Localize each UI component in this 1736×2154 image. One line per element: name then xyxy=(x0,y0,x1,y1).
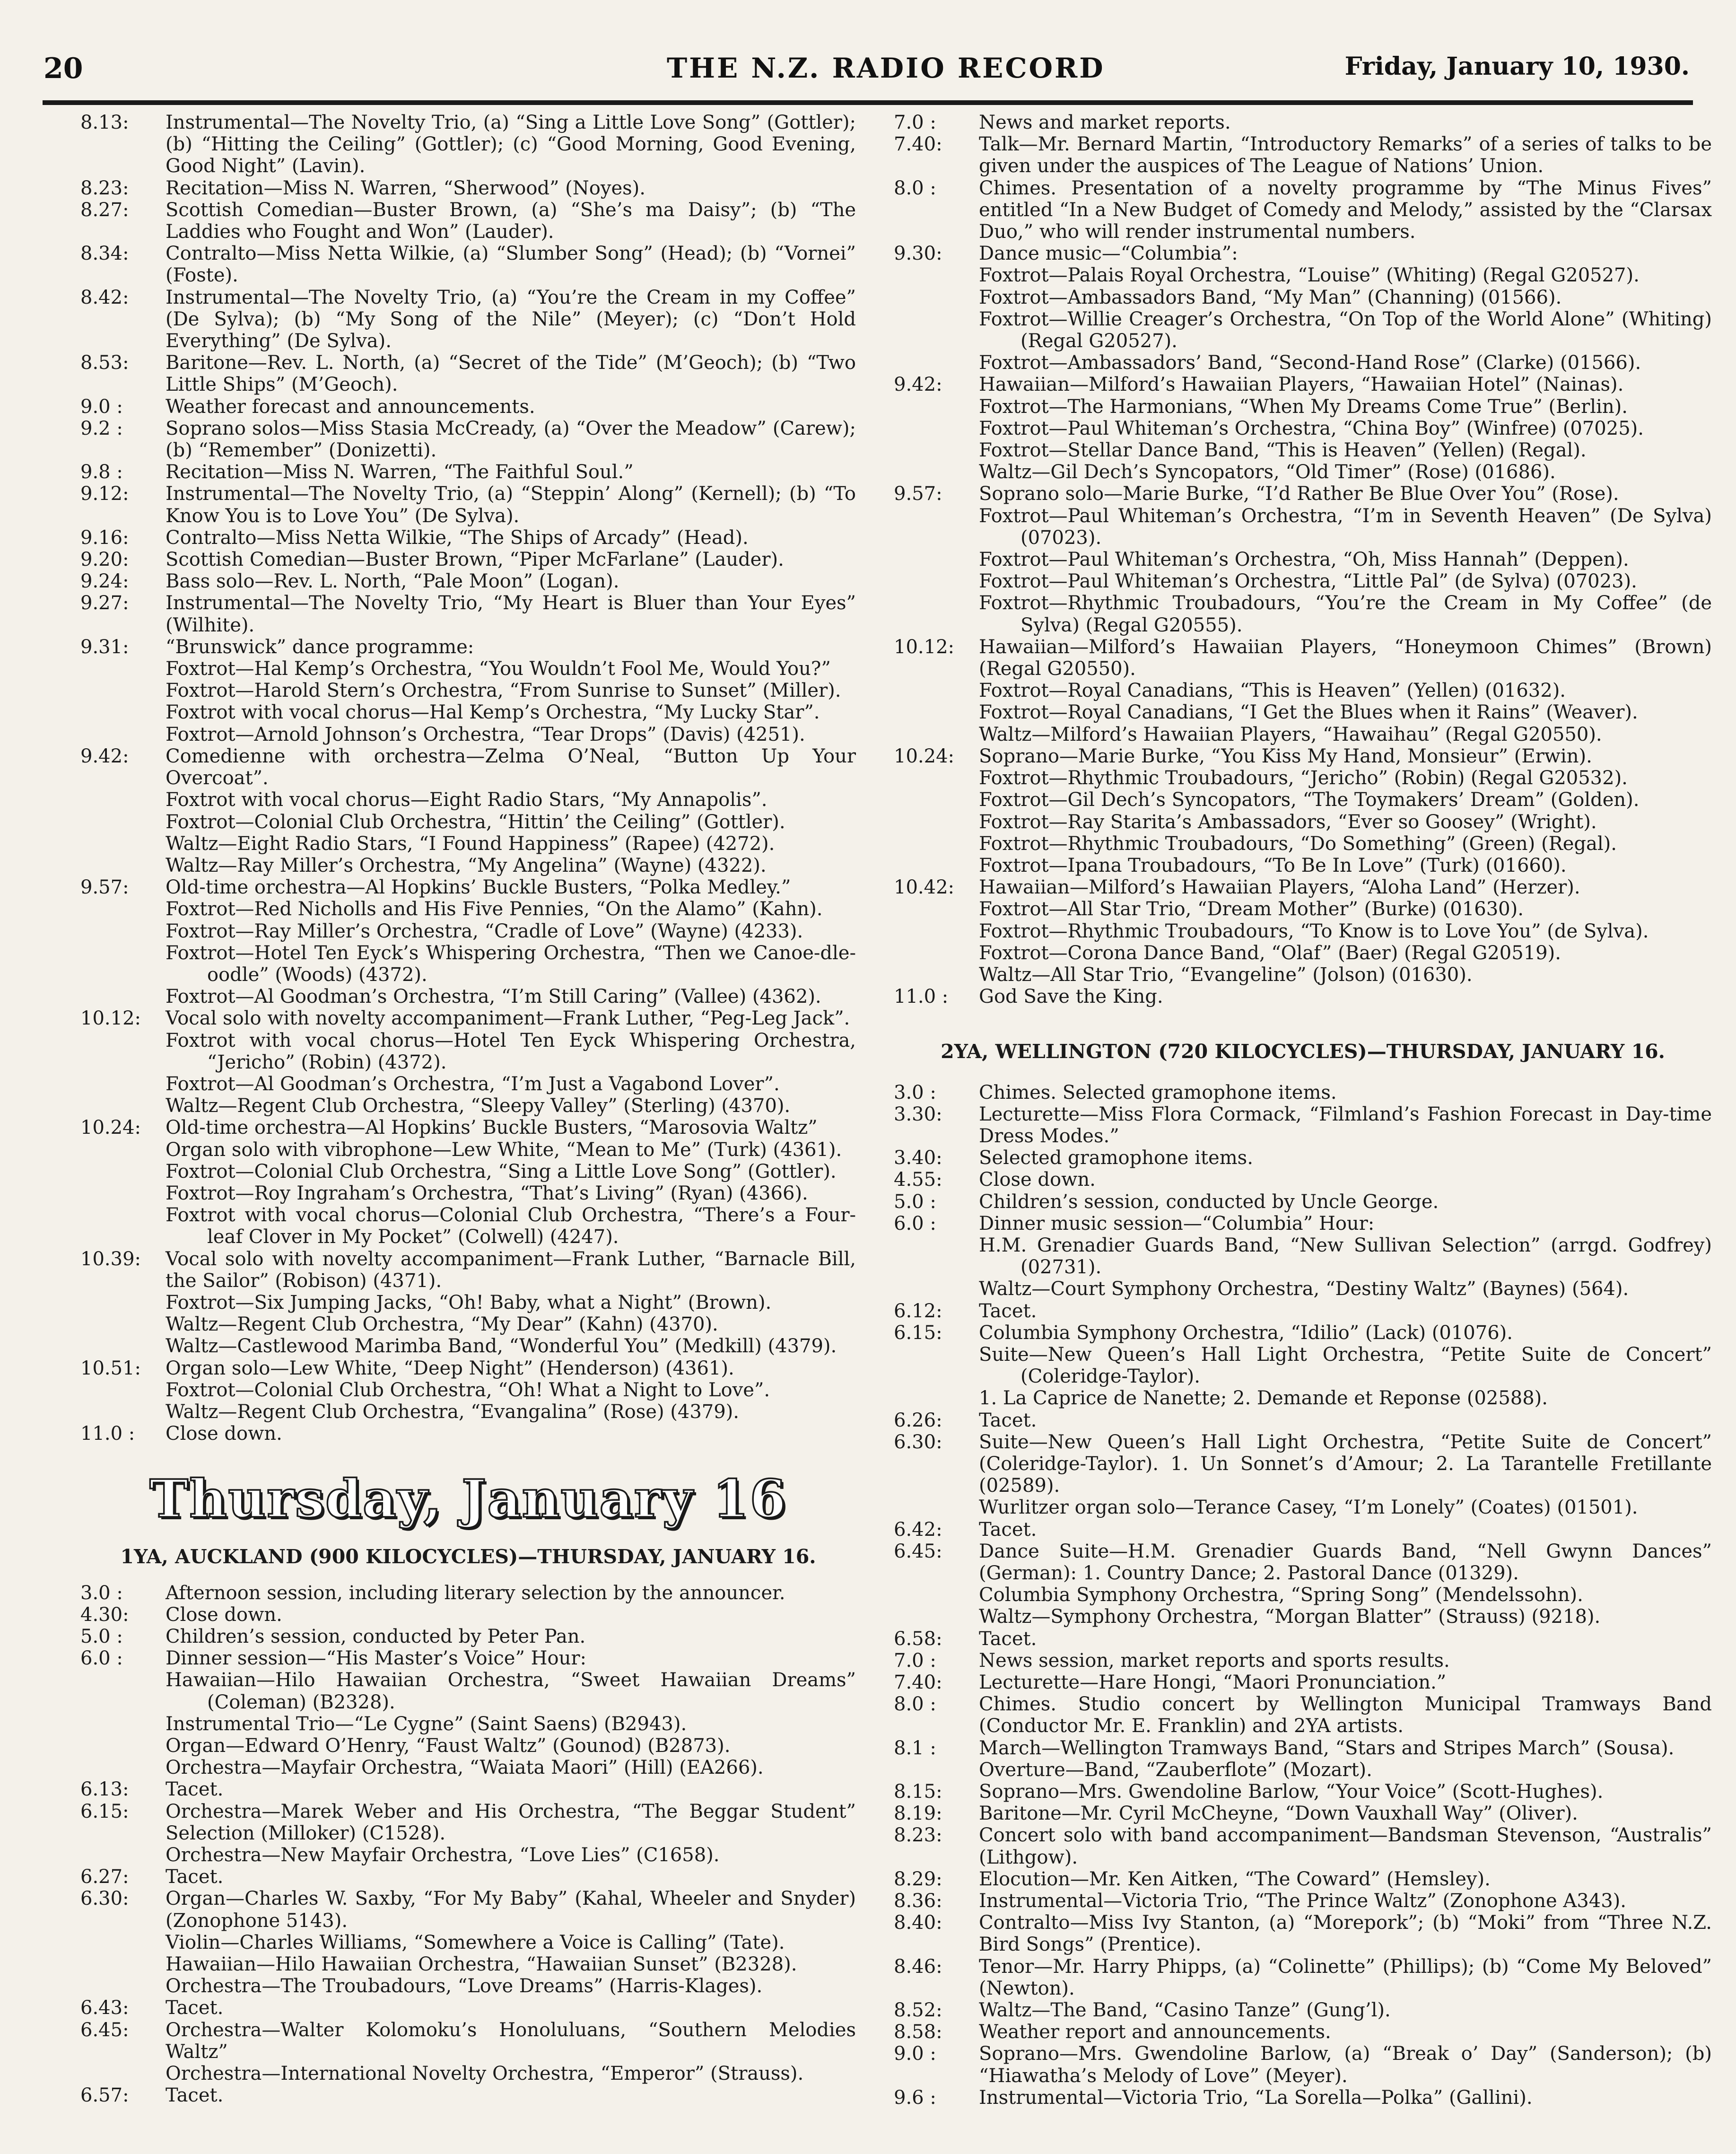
programme-item xyxy=(80,1997,856,2019)
programme-item xyxy=(80,352,856,395)
programme-item xyxy=(894,876,1712,898)
programme-item: Foxtrot—Roy Ingraham’s Orchestra, “That’s Living” (Ryan) (4366). xyxy=(166,1182,808,1204)
programme-item xyxy=(80,1357,856,1379)
item-time: 6.27: xyxy=(80,1866,129,1888)
programme-item xyxy=(80,483,856,526)
item-text: Suite—New Queen’s Hall Light Orchestra, “Petite Suite de Concert” (Coleridge-Taylor). 1. Un Sonnet’s d’Amour; 2. La Tarantelle Fretillante (02589). xyxy=(979,1431,1712,1497)
item-text: Instrumental—Victoria Trio, “La Sorella—Polka” (Gallini). xyxy=(979,2086,1533,2109)
listing-1ya xyxy=(80,1582,856,2107)
item-time: 9.6 : xyxy=(894,2086,936,2109)
item-text: Soprano—Marie Burke, “You Kiss My Hand, Monsieur” (Erwin). xyxy=(979,745,1592,767)
programme-item xyxy=(80,287,856,352)
programme-item: Foxtrot with vocal chorus—Eight Radio Stars, “My Annapolis”. xyxy=(166,789,768,811)
listing-2ya xyxy=(894,1082,1712,2109)
item-time: 8.29: xyxy=(894,1868,942,1890)
programme-item xyxy=(894,1431,1712,1497)
item-time: 10.51: xyxy=(80,1357,141,1379)
item-text: Afternoon session, including literary selection by the announcer. xyxy=(166,1582,785,1604)
programme-item xyxy=(894,1169,1712,1191)
item-time: 9.2 : xyxy=(80,417,123,439)
item-text: Chimes. Selected gramophone items. xyxy=(979,1081,1337,1103)
item-time: 8.40: xyxy=(894,1912,942,1934)
item-time: 9.27: xyxy=(80,592,129,614)
item-text: Concert solo with band accompaniment—Bandsman Stevenson, “Australis” (Lithgow). xyxy=(979,1824,1712,1868)
item-text: Instrumental—The Novelty Trio, (a) “Sing a Little Love Song” (Gottler); (b) “Hitting the Ceiling” (Gottler); (c) “Good Morning, Good Evening, Good Night” (Lavin). xyxy=(166,112,856,177)
item-time: 6.12: xyxy=(894,1300,942,1322)
item-text: Soprano—Mrs. Gwendoline Barlow, “Your Voice” (Scott-Hughes). xyxy=(979,1781,1604,1803)
listing-left xyxy=(80,112,856,1445)
item-text: Organ—Charles W. Saxby, “For My Baby” (Kahal, Wheeler and Snyder) (Zonophone 5143). xyxy=(166,1888,856,1932)
item-time: 8.46: xyxy=(894,1955,942,1978)
programme-item: Waltz—Gil Dech’s Syncopators, “Old Timer” (Rose) (01686). xyxy=(979,461,1556,483)
item-text: Lecturette—Hare Hongi, “Maori Pronunciation.” xyxy=(979,1672,1447,1694)
programme-item xyxy=(80,1801,856,1844)
programme-item: Waltz—Regent Club Orchestra, “My Dear” (Kahn) (4370). xyxy=(166,1313,718,1336)
item-text: Vocal solo with novelty accompaniment—Frank Luther, “Peg-Leg Jack”. xyxy=(166,1007,850,1030)
item-text: Orchestra—Walter Kolomoku’s Honoluluans, “Southern Melodies Waltz” xyxy=(166,2019,856,2063)
programme-item xyxy=(894,636,1712,680)
programme-item xyxy=(80,1778,856,1800)
programme-item xyxy=(894,1868,1712,1890)
item-time: 8.34: xyxy=(80,243,129,265)
programme-item: Orchestra—The Troubadours, “Love Dreams” (Harris-Klages). xyxy=(166,1975,763,1997)
item-time: 8.13: xyxy=(80,112,129,133)
item-time: 6.30: xyxy=(894,1431,942,1453)
item-time: 6.30: xyxy=(80,1888,129,1910)
programme-item: Columbia Symphony Orchestra, “Spring Song” (Mendelssohn). xyxy=(979,1584,1583,1606)
programme-item: 1. La Caprice de Nanette; 2. Demande et Reponse (02588). xyxy=(979,1387,1548,1410)
programme-item: Foxtrot—Colonial Club Orchestra, “Sing a Little Love Song” (Gottler). xyxy=(166,1160,837,1182)
programme-item: Foxtrot—Six Jumping Jacks, “Oh! Baby, what a Night” (Brown). xyxy=(166,1291,772,1313)
programme-item: Foxtrot—Gil Dech’s Syncopators, “The Toymakers’ Dream” (Golden). xyxy=(979,789,1640,811)
item-time: 8.53: xyxy=(80,352,129,374)
item-time: 8.58: xyxy=(894,2021,942,2043)
item-time: 9.12: xyxy=(80,483,129,505)
item-time: 8.23: xyxy=(894,1824,942,1847)
item-text: Old-time orchestra—Al Hopkins’ Buckle Busters, “Polka Medley.” xyxy=(166,876,791,899)
programme-item xyxy=(894,2043,1712,2086)
programme-item xyxy=(894,1519,1712,1541)
programme-item xyxy=(80,592,856,636)
item-time: 10.12: xyxy=(894,636,954,658)
item-time: 8.23: xyxy=(80,177,129,199)
item-time: 6.45: xyxy=(80,2019,129,2041)
item-time: 10.24: xyxy=(894,745,954,767)
programme-item: Waltz—Regent Club Orchestra, “Sleepy Valley” (Sterling) (4370). xyxy=(166,1095,791,1117)
item-text: Soprano—Mrs. Gwendoline Barlow, (a) “Break o’ Day” (Sanderson); (b) “Hiawatha’s Melody of Love” (Meyer). xyxy=(979,2043,1712,2087)
programme-item: Wurlitzer organ solo—Terance Casey, “I’m Lonely” (Coates) (01501). xyxy=(979,1497,1638,1519)
programme-item: Foxtrot—Palais Royal Orchestra, “Louise” (Whiting) (Regal G20527). xyxy=(979,264,1640,287)
item-text: Recitation—Miss N. Warren, “Sherwood” (Noyes). xyxy=(166,177,646,199)
programme-item: Waltz—Regent Club Orchestra, “Evangalina” (Rose) (4379). xyxy=(166,1401,739,1423)
programme-item xyxy=(894,243,1712,264)
item-text: Recitation—Miss N. Warren, “The Faithful Soul.” xyxy=(166,461,634,483)
programme-item: Foxtrot—Willie Creager’s Orchestra, “On Top of the World Alone” (Whiting) (Regal G20527). xyxy=(979,308,1712,352)
item-text: Hawaiian—Milford’s Hawaiian Players, “Hawaiian Hotel” (Nainas). xyxy=(979,374,1624,396)
item-time: 9.20: xyxy=(80,549,129,571)
programme-item xyxy=(894,1103,1712,1147)
item-text: Tacet. xyxy=(166,2084,224,2107)
item-text: Tenor—Mr. Harry Phipps, (a) “Colinette” (Phillips); (b) “Come My Beloved” (Newton). xyxy=(979,1955,1712,1999)
programme-item: Foxtrot—Harold Stern’s Orchestra, “From Sunrise to Sunset” (Miller). xyxy=(166,680,841,702)
programme-item xyxy=(894,1912,1712,1955)
item-text: Bass solo—Rev. L. North, “Pale Moon” (Logan). xyxy=(166,570,619,593)
item-time: 9.24: xyxy=(80,570,129,593)
item-time: 6.26: xyxy=(894,1409,942,1431)
item-text: God Save the King. xyxy=(979,986,1163,1008)
item-time: 8.0 : xyxy=(894,1693,936,1716)
item-time: 8.15: xyxy=(894,1781,942,1803)
item-time: 6.15: xyxy=(80,1800,129,1822)
programme-item: Foxtrot—Red Nicholls and His Five Pennies, “On the Alamo” (Kahn). xyxy=(166,898,823,920)
item-text: Scottish Comedian—Buster Brown, “Piper McFarlane” (Lauder). xyxy=(166,549,784,571)
item-time: 9.42: xyxy=(894,374,942,396)
programme-item: Foxtrot—Ipana Troubadours, “To Be In Love” (Turk) (01660). xyxy=(979,854,1567,876)
item-text: Weather report and announcements. xyxy=(979,2021,1331,2043)
item-text: Children’s session, conducted by Uncle George. xyxy=(979,1191,1439,1213)
programme-item xyxy=(894,1781,1712,1803)
item-time: 3.0 : xyxy=(894,1081,936,1103)
item-time: 8.27: xyxy=(80,199,129,221)
programme-item xyxy=(80,418,856,461)
programme-item: Foxtrot with vocal chorus—Hal Kemp’s Orchestra, “My Lucky Star”. xyxy=(166,701,820,724)
item-time: 6.0 : xyxy=(894,1212,936,1235)
programme-item: Hawaiian—Hilo Hawaiian Orchestra, “Sweet Hawaiian Dreams” (Coleman) (B2328). xyxy=(166,1669,856,1713)
programme-item xyxy=(894,1410,1712,1431)
programme-item: Waltz—Milford’s Hawaiian Players, “Hawaihau” (Regal G20550). xyxy=(979,723,1602,745)
day-heading: Thursday, January 16 xyxy=(149,1468,787,1530)
programme-item: Foxtrot—Royal Canadians, “I Get the Blues when it Rains” (Weaver). xyxy=(979,701,1638,724)
programme-item xyxy=(894,1824,1712,1868)
header-rule xyxy=(43,100,1693,105)
item-time: 6.45: xyxy=(894,1540,942,1562)
item-time: 7.0 : xyxy=(894,1649,936,1672)
programme-item xyxy=(894,1803,1712,1824)
item-time: 8.1 : xyxy=(894,1737,936,1759)
programme-item: Instrumental Trio—“Le Cygne” (Saint Saens) (B2943). xyxy=(166,1713,687,1735)
item-text: Tacet. xyxy=(166,1866,224,1888)
item-time: 6.0 : xyxy=(80,1647,123,1670)
programme-item xyxy=(80,1647,856,1669)
programme-item: Orchestra—New Mayfair Orchestra, “Love Lies” (C1658). xyxy=(166,1844,720,1866)
programme-item: Waltz—Court Symphony Orchestra, “Destiny Waltz” (Baynes) (564). xyxy=(979,1278,1629,1300)
programme-item xyxy=(894,745,1712,767)
programme-item xyxy=(894,1693,1712,1737)
programme-item: Foxtrot—Stellar Dance Band, “This is Heaven” (Yellen) (Regal). xyxy=(979,439,1587,462)
item-time: 8.19: xyxy=(894,1803,942,1825)
programme-item xyxy=(80,745,856,789)
item-text: Instrumental—The Novelty Trio, (a) “Steppin’ Along” (Kernell); (b) “To Know You is to Love You” (De Sylva). xyxy=(166,483,856,527)
programme-item: Foxtrot—Colonial Club Orchestra, “Hittin’ the Ceiling” (Gottler). xyxy=(166,811,785,833)
programme-item xyxy=(894,2087,1712,2109)
item-text: Tacet. xyxy=(979,1300,1037,1322)
programme-item xyxy=(80,1626,856,1647)
programme-item: Foxtrot—Corona Dance Band, “Olaf” (Baer) (Regal G20519). xyxy=(979,942,1561,964)
right-column xyxy=(894,112,1712,2109)
item-time: 8.42: xyxy=(80,286,129,308)
programme-item xyxy=(80,112,856,177)
item-time: 9.57: xyxy=(894,483,942,505)
programme-item xyxy=(80,1007,856,1029)
programme-item: Foxtrot with vocal chorus—Hotel Ten Eyck Whispering Orchestra, “Jericho” (Robin) (4372). xyxy=(166,1029,856,1073)
programme-item: Orchestra—International Novelty Orchestra, “Emperor” (Strauss). xyxy=(166,2063,804,2085)
item-text: Dance Suite—H.M. Grenadier Guards Band, “Nell Gwynn Dances” (German): 1. Country Dance; 2. Pastoral Dance (01329). xyxy=(979,1540,1712,1584)
programme-item: Foxtrot—Rhythmic Troubadours, “Jericho” (Robin) (Regal G20532). xyxy=(979,767,1628,789)
programme-item xyxy=(894,112,1712,133)
programme-item: Foxtrot—Al Goodman’s Orchestra, “I’m Just a Vagabond Lover”. xyxy=(166,1073,780,1095)
programme-item: Foxtrot—Arnold Johnson’s Orchestra, “Tear Drops” (Davis) (4251). xyxy=(166,723,805,745)
item-text: Instrumental—Victoria Trio, “The Prince Waltz” (Zonophone A343). xyxy=(979,1890,1626,1912)
programme-item xyxy=(894,1300,1712,1322)
programme-item: Foxtrot—Ambassadors’ Band, “Second-Hand Rose” (Clarke) (01566). xyxy=(979,352,1641,374)
item-text: Soprano solo—Marie Burke, “I’d Rather Be Blue Over You” (Rose). xyxy=(979,483,1619,505)
item-text: “Brunswick” dance programme: xyxy=(166,636,474,658)
programme-item xyxy=(80,177,856,199)
item-time: 10.39: xyxy=(80,1248,141,1270)
item-text: Instrumental—The Novelty Trio, “My Heart is Bluer than Your Eyes” (Wilhite). xyxy=(166,592,856,636)
item-text: March—Wellington Tramways Band, “Stars and Stripes March” (Sousa). xyxy=(979,1737,1675,1759)
item-time: 10.42: xyxy=(894,876,954,899)
item-time: 6.57: xyxy=(80,2084,129,2107)
programme-item xyxy=(894,1322,1712,1344)
programme-item: Foxtrot—Paul Whiteman’s Orchestra, “Little Pal” (de Sylva) (07023). xyxy=(979,570,1637,593)
station-heading-2ya: 2YA, WELLINGTON (720 KILOCYCLES)—THURSDAY, JANUARY 16. xyxy=(941,1040,1665,1063)
item-time: 6.13: xyxy=(80,1778,129,1801)
programme-item: Waltz—Ray Miller’s Orchestra, “My Angelina” (Wayne) (4322). xyxy=(166,854,767,876)
item-time: 9.0 : xyxy=(80,395,123,418)
issue-date: Friday, January 10, 1930. xyxy=(1344,52,1690,81)
item-time: 8.52: xyxy=(894,1999,942,2022)
item-time: 9.31: xyxy=(80,636,129,658)
programme-item: Waltz—Eight Radio Stars, “I Found Happiness” (Rapee) (4272). xyxy=(166,832,775,855)
programme-item: Waltz—Castlewood Marimba Band, “Wonderful You” (Medkill) (4379). xyxy=(166,1335,837,1357)
item-text: Instrumental—The Novelty Trio, (a) “You’re the Cream in my Coffee” (De Sylva); (b) “My Song of the Nile” (Meyer); (c) “Don’t Hold Everything” (De Sylva). xyxy=(166,286,856,352)
item-time: 4.55: xyxy=(894,1169,942,1191)
programme-item xyxy=(80,549,856,570)
item-text: Old-time orchestra—Al Hopkins’ Buckle Busters, “Marosovia Waltz” xyxy=(166,1117,818,1139)
item-time: 9.42: xyxy=(80,745,129,767)
item-text: Weather forecast and announcements. xyxy=(166,395,535,418)
programme-item xyxy=(80,1604,856,1626)
programme-item: Foxtrot—Rhythmic Troubadours, “To Know is to Love You” (de Sylva). xyxy=(979,920,1649,942)
item-text: Tacet. xyxy=(979,1628,1037,1650)
item-text: Close down. xyxy=(979,1169,1096,1191)
programme-item: Violin—Charles Williams, “Somewhere a Voice is Calling” (Tate). xyxy=(166,1931,785,1953)
programme-item xyxy=(80,1888,856,1931)
programme-item: Foxtrot—Paul Whiteman’s Orchestra, “Oh, Miss Hannah” (Deppen). xyxy=(979,549,1629,571)
programme-item: Hawaiian—Hilo Hawaiian Orchestra, “Hawaiian Sunset” (B2328). xyxy=(166,1953,797,1976)
item-time: 3.40: xyxy=(894,1147,942,1169)
item-text: Soprano solos—Miss Stasia McCready, (a) “Over the Meadow” (Carew); (b) “Remember” (Donizetti). xyxy=(166,417,856,462)
programme-item xyxy=(894,1650,1712,1672)
item-text: Close down. xyxy=(166,1603,282,1626)
item-time: 7.40: xyxy=(894,133,942,156)
item-time: 6.42: xyxy=(894,1518,942,1541)
publication-title: THE N.Z. RADIO RECORD xyxy=(667,52,1105,84)
programme-item: Foxtrot—Paul Whiteman’s Orchestra, “China Boy” (Winfree) (07025). xyxy=(979,417,1644,439)
item-text: News session, market reports and sports results. xyxy=(979,1649,1450,1672)
item-time: 3.0 : xyxy=(80,1582,123,1604)
item-text: Dinner session—“His Master’s Voice” Hour: xyxy=(166,1647,586,1670)
left-column xyxy=(80,112,856,2106)
programme-item xyxy=(80,1117,856,1138)
item-time: 6.58: xyxy=(894,1628,942,1650)
item-time: 7.0 : xyxy=(894,112,936,133)
item-text: Selected gramophone items. xyxy=(979,1147,1253,1169)
programme-item: Foxtrot—Colonial Club Orchestra, “Oh! What a Night to Love”. xyxy=(166,1379,770,1401)
item-time: 5.0 : xyxy=(80,1626,123,1647)
programme-item xyxy=(80,243,856,286)
programme-item xyxy=(80,461,856,483)
item-text: Comedienne with orchestra—Zelma O’Neal, “Button Up Your Overcoat”. xyxy=(166,745,856,789)
programme-item: H.M. Grenadier Guards Band, “New Sullivan Selection” (arrgd. Godfrey) (02731). xyxy=(979,1234,1712,1278)
item-text: Hawaiian—Milford’s Hawaiian Players, “Honeymoon Chimes” (Brown) (Regal G20550). xyxy=(979,636,1712,680)
programme-item xyxy=(894,483,1712,505)
programme-item: Foxtrot—Royal Canadians, “This is Heaven” (Yellen) (01632). xyxy=(979,680,1566,702)
programme-item: Waltz—Symphony Orchestra, “Morgan Blatter” (Strauss) (9218). xyxy=(979,1606,1601,1628)
programme-item xyxy=(894,1191,1712,1213)
item-time: 7.40: xyxy=(894,1672,942,1694)
programme-item: Suite—New Queen’s Hall Light Orchestra, “Petite Suite de Concert” (Coleridge-Taylor). xyxy=(979,1343,1712,1388)
item-text: Scottish Comedian—Buster Brown, (a) “She’s ma Daisy”; (b) “The Laddies who Fought and Won” (Lauder). xyxy=(166,199,856,243)
item-time: 8.36: xyxy=(894,1890,942,1912)
programme-item: Foxtrot with vocal chorus—Colonial Club Orchestra, “There’s a Four-leaf Clover in My Pocket” (Colwell) (4247). xyxy=(166,1204,856,1248)
programme-item xyxy=(894,133,1712,177)
item-time: 9.16: xyxy=(80,526,129,549)
item-time: 4.30: xyxy=(80,1603,129,1626)
programme-item: Foxtrot—Rhythmic Troubadours, “You’re the Cream in My Coffee” (de Sylva) (Regal G20555). xyxy=(979,592,1712,636)
programme-item xyxy=(80,1423,856,1445)
programme-item xyxy=(894,1213,1712,1235)
programme-item: Foxtrot—Paul Whiteman’s Orchestra, “I’m in Seventh Heaven” (De Sylva) (07023). xyxy=(979,505,1712,549)
item-text: Children’s session, conducted by Peter Pan. xyxy=(166,1626,586,1647)
programme-item xyxy=(894,1737,1712,1759)
item-text: Vocal solo with novelty accompaniment—Frank Luther, “Barnacle Bill, the Sailor” (Robison) (4371). xyxy=(166,1248,856,1292)
item-text: Organ solo—Lew White, “Deep Night” (Henderson) (4361). xyxy=(166,1357,734,1379)
programme-item: Organ—Edward O’Henry, “Faust Waltz” (Gounod) (B2873). xyxy=(166,1735,731,1757)
programme-item xyxy=(894,1541,1712,1584)
item-text: Columbia Symphony Orchestra, “Idilio” (Lack) (01076). xyxy=(979,1322,1513,1344)
item-text: Elocution—Mr. Ken Aitken, “The Coward” (Hemsley). xyxy=(979,1868,1491,1890)
item-text: Tacet. xyxy=(979,1409,1037,1431)
item-text: Contralto—Miss Netta Wilkie, “The Ships of Arcady” (Head). xyxy=(166,526,749,549)
item-text: Hawaiian—Milford’s Hawaiian Players, “Aloha Land” (Herzer). xyxy=(979,876,1580,899)
item-text: Baritone—Rev. L. North, (a) “Secret of the Tide” (M’Geoch); (b) “Two Little Ships” (M’Geoch). xyxy=(166,352,856,396)
programme-item xyxy=(80,396,856,418)
item-text: Orchestra—Marek Weber and His Orchestra, “The Beggar Student” Selection (Milloker) (C1528). xyxy=(166,1800,856,1844)
item-text: News and market reports. xyxy=(979,112,1231,133)
item-time: 10.12: xyxy=(80,1007,141,1030)
programme-item xyxy=(894,1082,1712,1103)
programme-item xyxy=(80,1248,856,1292)
programme-item xyxy=(80,2019,856,2063)
programme-item xyxy=(894,1147,1712,1169)
item-text: Contralto—Miss Ivy Stanton, (a) “Morepork”; (b) “Moki” from “Three N.Z. Bird Songs” (Prentice). xyxy=(979,1912,1712,1956)
programme-item xyxy=(894,1999,1712,2021)
page-number: 20 xyxy=(44,52,83,85)
item-text: Close down. xyxy=(166,1423,282,1445)
item-time: 11.0 : xyxy=(894,986,949,1008)
programme-item xyxy=(80,199,856,243)
item-time: 5.0 : xyxy=(894,1191,936,1213)
programme-item: Overture—Band, “Zauberflote” (Mozart). xyxy=(979,1759,1372,1781)
programme-item xyxy=(80,2084,856,2106)
item-text: Tacet. xyxy=(166,1997,224,2019)
station-heading-1ya: 1YA, AUCKLAND (900 KILOCYCLES)—THURSDAY, JANUARY 16. xyxy=(120,1545,816,1568)
programme-item: Foxtrot—Ray Miller’s Orchestra, “Cradle of Love” (Wayne) (4233). xyxy=(166,920,803,942)
programme-item: Organ solo with vibrophone—Lew White, “Mean to Me” (Turk) (4361). xyxy=(166,1138,842,1161)
programme-item xyxy=(894,1890,1712,1912)
programme-item xyxy=(894,177,1712,243)
item-text: Waltz—The Band, “Casino Tanze” (Gung’l). xyxy=(979,1999,1391,2022)
programme-item xyxy=(80,1866,856,1888)
programme-item: Foxtrot—Ambassadors Band, “My Man” (Channing) (01566). xyxy=(979,286,1562,308)
item-text: Contralto—Miss Netta Wilkie, (a) “Slumber Song” (Head); (b) “Vornei” (Foste). xyxy=(166,243,856,287)
programme-item xyxy=(894,1956,1712,1999)
item-text: Tacet. xyxy=(166,1778,224,1801)
programme-item: Foxtrot—Al Goodman’s Orchestra, “I’m Still Caring” (Vallee) (4362). xyxy=(166,986,821,1008)
item-text: Lecturette—Miss Flora Cormack, “Filmland’s Fashion Forecast in Day-time Dress Modes.” xyxy=(979,1103,1712,1147)
item-time: 3.30: xyxy=(894,1103,942,1125)
item-time: 11.0 : xyxy=(80,1423,135,1445)
programme-item xyxy=(80,636,856,658)
programme-item: Waltz—All Star Trio, “Evangeline” (Jolson) (01630). xyxy=(979,963,1473,986)
listing-right xyxy=(894,112,1712,1007)
item-time: 8.0 : xyxy=(894,177,936,199)
programme-item: Foxtrot—Hotel Ten Eyck’s Whispering Orchestra, “Then we Canoe-dle-oodle” (Woods) (4372). xyxy=(166,942,856,986)
programme-item xyxy=(80,527,856,549)
programme-item xyxy=(80,1582,856,1604)
item-text: Talk—Mr. Bernard Martin, “Introductory Remarks” of a series of talks to be given under the auspices of The League of Nations’ Union. xyxy=(979,133,1712,177)
item-time: 9.30: xyxy=(894,243,942,265)
programme-item: Foxtrot—The Harmonians, “When My Dreams Come True” (Berlin). xyxy=(979,395,1628,418)
programme-item: Foxtrot—All Star Trio, “Dream Mother” (Burke) (01630). xyxy=(979,898,1524,920)
item-time: 9.57: xyxy=(80,876,129,899)
item-text: Baritone—Mr. Cyril McCheyne, “Down Vauxhall Way” (Oliver). xyxy=(979,1803,1578,1825)
programme-item xyxy=(894,1628,1712,1650)
programme-item xyxy=(894,2021,1712,2043)
programme-item xyxy=(80,876,856,898)
item-text: Chimes. Presentation of a novelty programme by “The Minus Fives” entitled “In a New Budget of Comedy and Melody,” assisted by the “Clarsax Duo,” who will render instrumental numbers. xyxy=(979,177,1712,243)
programme-item: Foxtrot—Rhythmic Troubadours, “Do Something” (Green) (Regal). xyxy=(979,832,1617,855)
item-time: 9.8 : xyxy=(80,461,123,483)
programme-item: Foxtrot—Hal Kemp’s Orchestra, “You Wouldn’t Fool Me, Would You?” xyxy=(166,658,831,680)
programme-item: Orchestra—Mayfair Orchestra, “Waiata Maori” (Hill) (EA266). xyxy=(166,1757,764,1779)
programme-item xyxy=(894,374,1712,395)
item-text: Dinner music session—“Columbia” Hour: xyxy=(979,1212,1375,1235)
item-text: Tacet. xyxy=(979,1518,1037,1541)
item-time: 6.15: xyxy=(894,1322,942,1344)
item-time: 9.0 : xyxy=(894,2043,936,2065)
item-time: 6.43: xyxy=(80,1997,129,2019)
item-time: 10.24: xyxy=(80,1117,141,1139)
item-text: Dance music—“Columbia”: xyxy=(979,243,1238,265)
programme-item xyxy=(894,1672,1712,1693)
programme-item: Foxtrot—Ray Starita’s Ambassadors, “Ever so Goosey” (Wright). xyxy=(979,811,1597,833)
programme-item xyxy=(894,986,1712,1007)
item-text: Chimes. Studio concert by Wellington Municipal Tramways Band (Conductor Mr. E. Franklin) and 2YA artists. xyxy=(979,1693,1712,1737)
programme-item xyxy=(80,570,856,592)
